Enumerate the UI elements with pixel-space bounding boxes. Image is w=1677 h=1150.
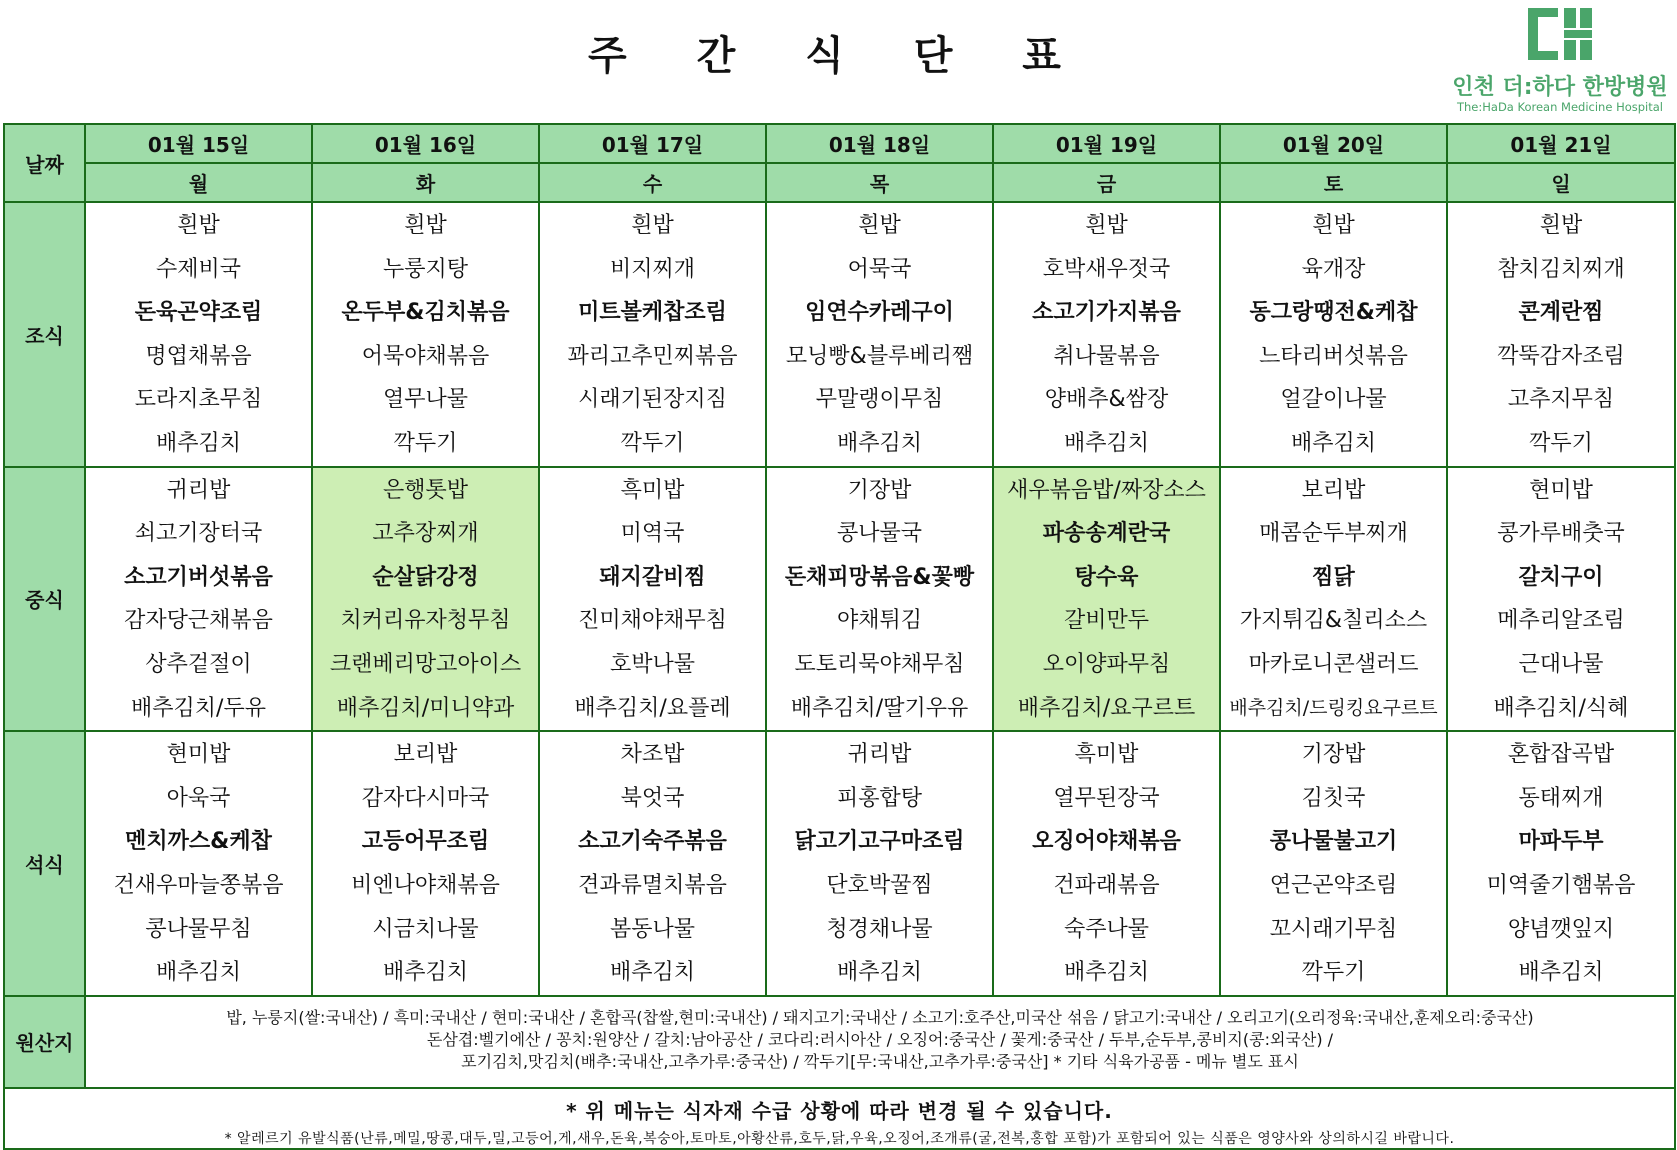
menu-item: 배추김치 <box>1518 960 1604 986</box>
menu-item: 깍두기 <box>1529 430 1593 456</box>
menu-item-main: 갈치구이 <box>1518 564 1604 590</box>
breakfast-cell <box>85 202 312 467</box>
origin-line: 포기김치,맛김치(배추:국내산,고추가루:중국산) / 깍두기[무:국내산,고추가루:중국산] * 기타 식육가공품 - 메뉴 별도 표시 <box>461 1051 1299 1071</box>
menu-item: 배추김치 <box>1290 430 1376 456</box>
dinner-row <box>4 731 1675 996</box>
date-label: 날짜 <box>4 124 85 202</box>
menu-item: 혼합잡곡밥 <box>1507 742 1615 768</box>
menu-item: 치커리유자청무침 <box>340 608 511 634</box>
menu-item-main: 온두부&김치볶음 <box>341 300 510 326</box>
menu-item: 깍두기 <box>393 430 458 456</box>
menu-item: 고추지무침 <box>1507 387 1615 413</box>
menu-item: 명엽채볶음 <box>145 343 252 369</box>
breakfast-cell <box>766 202 993 467</box>
menu-item: 배추김치 <box>1063 960 1149 986</box>
menu-item: 배추김치 <box>836 960 922 986</box>
weekday-cell: 토 <box>1220 163 1447 202</box>
menu-item: 흰밥 <box>177 213 220 238</box>
menu-item: 배추김치 <box>155 960 241 986</box>
weekday-cell: 목 <box>766 163 993 202</box>
menu-item: 배추김치 <box>382 960 468 986</box>
lunch-cell-highlighted <box>993 467 1220 732</box>
menu-item: 배추김치/딸기우유 <box>790 695 969 721</box>
weekday-cell: 금 <box>993 163 1220 202</box>
menu-item: 배추김치 <box>609 960 695 986</box>
menu-item-main: 찜닭 <box>1312 564 1355 590</box>
menu-item: 무말랭이무침 <box>815 387 944 413</box>
menu-item: 흑미밥 <box>1074 742 1139 768</box>
menu-item-main: 오징어야채볶음 <box>1032 829 1181 855</box>
origin-label: 원산지 <box>4 996 85 1088</box>
menu-item: 호박나물 <box>609 651 695 677</box>
menu-item: 열무나물 <box>382 387 468 413</box>
lunch-row <box>4 467 1675 732</box>
menu-item: 배추김치/요플레 <box>574 695 731 721</box>
menu-item-main: 돈채피망볶음&꽃빵 <box>784 564 975 590</box>
hospital-logo-icon <box>1528 8 1592 60</box>
menu-item: 열무된장국 <box>1053 785 1160 811</box>
menu-item: 비지찌개 <box>609 256 695 282</box>
weekday-cell: 일 <box>1447 163 1675 202</box>
breakfast-cell <box>1220 202 1447 467</box>
menu-item-main: 멘치까스&케찹 <box>125 829 272 855</box>
date-cell: 01월 18일 <box>766 124 993 163</box>
menu-item-main: 미트볼케찹조림 <box>578 300 727 326</box>
menu-item: 콩나물무침 <box>145 916 252 942</box>
menu-item: 도토리묵야채무침 <box>794 651 965 677</box>
menu-item: 귀리밥 <box>166 477 231 503</box>
lunch-cell <box>539 467 766 732</box>
lunch-cell <box>85 467 312 732</box>
menu-item: 건파래볶음 <box>1053 872 1160 898</box>
menu-item: 꼬시래기무침 <box>1269 916 1398 942</box>
breakfast-label: 조식 <box>4 202 85 467</box>
menu-item: 마카로니콘샐러드 <box>1248 651 1419 677</box>
date-cell: 01월 20일 <box>1220 124 1447 163</box>
dinner-cell <box>539 731 766 996</box>
weekday-cell: 화 <box>312 163 539 202</box>
menu-item: 근대나물 <box>1518 651 1604 677</box>
page-title: 주 간 식 단 표 <box>588 33 1089 79</box>
menu-item: 콩나물국 <box>836 521 922 547</box>
date-row <box>4 124 1675 163</box>
menu-item: 현미밥 <box>166 742 231 768</box>
allergy-notice: * 알레르기 유발식품(난류,메밀,땅콩,대두,밀,고등어,게,새우,돈육,복숭아,토마토,아황산류,호두,닭,우육,오징어,조개류(굴,전복,홍합 포함)가 포함되어 있는 식품은 영양사와 상의하시길 바랍니다. <box>224 1130 1455 1147</box>
menu-item: 차조밥 <box>620 742 685 768</box>
menu-item: 새우볶음밥/짜장소스 <box>1007 477 1206 503</box>
menu-item: 진미채야채무침 <box>578 608 727 634</box>
hospital-name-en: The:HaDa Korean Medicine Hospital <box>1456 100 1663 114</box>
menu-item: 배추김치/드링킹요구르트 <box>1229 696 1438 719</box>
menu-item: 김칫국 <box>1301 785 1366 811</box>
menu-item-main: 콩나물불고기 <box>1269 829 1398 855</box>
breakfast-cell <box>312 202 539 467</box>
menu-item: 콩가루배춧국 <box>1497 521 1625 547</box>
notice-row <box>4 1088 1675 1149</box>
menu-item-main: 파송송계란국 <box>1042 521 1171 547</box>
menu-item-main: 순살닭강정 <box>372 564 479 590</box>
menu-item: 어묵국 <box>847 256 912 282</box>
menu-item: 참치김치찌개 <box>1497 256 1625 282</box>
menu-item: 메추리알조림 <box>1497 608 1625 634</box>
menu-item: 시래기된장지짐 <box>578 387 727 413</box>
menu-item: 수제비국 <box>155 256 241 282</box>
date-cell: 01월 15일 <box>85 124 312 163</box>
menu-item: 쇠고기장터국 <box>134 521 263 547</box>
menu-item: 느타리버섯볶음 <box>1259 343 1408 369</box>
weekday-row <box>4 163 1675 202</box>
menu-item: 보리밥 <box>393 742 458 768</box>
origin-line: 밥, 누룽지(쌀:국내산) / 흑미:국내산 / 현미:국내산 / 혼합곡(찹쌀,현미:국내산) / 돼지고기:국내산 / 소고기:호주산,미국산 섞음 / 닭고기:국내산 / 오리고기(오리정육:국내산,훈제오리:중국산) <box>226 1007 1534 1027</box>
dinner-cell <box>1220 731 1447 996</box>
menu-item: 흰밥 <box>404 213 447 238</box>
menu-item: 미역국 <box>620 521 685 547</box>
menu-item: 북엇국 <box>620 785 685 811</box>
menu-item-main: 닭고기고구마조림 <box>794 829 965 855</box>
menu-item: 갈비만두 <box>1063 608 1149 634</box>
lunch-cell <box>1220 467 1447 732</box>
menu-item: 호박새우젓국 <box>1042 256 1171 282</box>
breakfast-cell <box>993 202 1220 467</box>
menu-item: 숙주나물 <box>1063 916 1149 942</box>
notice-cell <box>4 1088 1675 1149</box>
menu-item: 견과류멸치볶음 <box>578 872 727 898</box>
menu-item: 고추장찌개 <box>372 521 479 547</box>
menu-item: 보리밥 <box>1301 477 1366 503</box>
menu-item: 은행톳밥 <box>382 477 468 503</box>
menu-item: 배추김치 <box>155 430 241 456</box>
menu-item: 기장밥 <box>1301 742 1366 768</box>
menu-item: 얼갈이나물 <box>1280 387 1387 413</box>
menu-item: 감자다시마국 <box>361 785 490 811</box>
breakfast-cell <box>539 202 766 467</box>
menu-item: 매콤순두부찌개 <box>1259 521 1408 547</box>
menu-item-main: 고등어무조림 <box>361 829 490 855</box>
menu-item: 배추김치/요구르트 <box>1017 695 1196 721</box>
menu-item-main: 마파두부 <box>1518 829 1604 855</box>
breakfast-row <box>4 202 1675 467</box>
menu-item: 연근곤약조림 <box>1269 872 1398 898</box>
menu-item: 배추김치 <box>836 430 922 456</box>
menu-item: 꽈리고추민찌볶음 <box>567 343 738 369</box>
date-cell: 01월 19일 <box>993 124 1220 163</box>
dinner-cell <box>766 731 993 996</box>
menu-item: 현미밥 <box>1529 477 1593 503</box>
menu-item: 배추김치/두유 <box>131 695 266 721</box>
menu-item: 흰밥 <box>1539 213 1583 238</box>
menu-item: 미역줄기햄볶음 <box>1486 872 1636 898</box>
menu-item: 비엔나야채볶음 <box>351 872 500 898</box>
menu-table <box>3 123 1676 1150</box>
menu-item: 야채튀김 <box>836 608 922 634</box>
date-cell: 01월 17일 <box>539 124 766 163</box>
weekday-cell: 월 <box>85 163 312 202</box>
menu-item: 피홍합탕 <box>836 785 922 811</box>
menu-item: 어묵야채볶음 <box>361 343 490 369</box>
dinner-cell <box>312 731 539 996</box>
menu-item: 배추김치/미니약과 <box>336 695 515 721</box>
menu-item: 양념깻잎지 <box>1507 916 1615 942</box>
menu-item: 귀리밥 <box>847 742 912 768</box>
menu-item: 기장밥 <box>847 477 912 503</box>
menu-item: 시금치나물 <box>372 916 479 942</box>
menu-item: 양배추&쌈장 <box>1044 387 1169 413</box>
menu-item-main: 소고기숙주볶음 <box>578 829 727 855</box>
dinner-cell <box>85 731 312 996</box>
menu-item-main: 소고기버섯볶음 <box>124 564 273 590</box>
lunch-label: 중식 <box>4 467 85 732</box>
dinner-label: 석식 <box>4 731 85 996</box>
menu-item-main: 소고기가지볶음 <box>1032 300 1181 326</box>
notice-main: * 위 메뉴는 식자재 수급 상황에 따라 변경 될 수 있습니다. <box>566 1098 1113 1123</box>
lunch-cell <box>766 467 993 732</box>
origin-line: 돈삼겹:벨기에산 / 꽁치:원양산 / 갈치:남아공산 / 코다리:러시아산 / 오징어:중국산 / 꽃게:중국산 / 두부,순두부,콩비지(콩:외국산) / <box>426 1029 1334 1049</box>
menu-item-main: 돼지갈비찜 <box>599 564 706 590</box>
hospital-logo <box>1448 6 1673 118</box>
menu-item: 누룽지탕 <box>382 256 468 282</box>
menu-item: 청경채나물 <box>826 916 933 942</box>
origin-text <box>86 997 1674 1073</box>
breakfast-cell <box>1447 202 1675 467</box>
date-cell: 01월 21일 <box>1447 124 1675 163</box>
lunch-cell <box>1447 467 1675 732</box>
menu-item-main: 탕수육 <box>1074 564 1139 590</box>
hospital-name-ko: 인천 더:하다 한방병원 <box>1452 75 1668 100</box>
menu-item: 아욱국 <box>166 785 231 811</box>
weekday-cell: 수 <box>539 163 766 202</box>
menu-item: 동태찌개 <box>1518 785 1604 811</box>
dinner-cell <box>1447 731 1675 996</box>
menu-item: 흰밥 <box>1312 213 1355 238</box>
menu-item: 감자당근채볶음 <box>124 608 273 634</box>
menu-item: 도라지초무침 <box>134 387 263 413</box>
menu-item: 단호박꿀찜 <box>826 872 933 898</box>
menu-item: 흰밥 <box>858 213 901 238</box>
origin-cell <box>85 996 1675 1088</box>
date-cell: 01월 16일 <box>312 124 539 163</box>
menu-item-main: 임연수카레구이 <box>805 300 954 326</box>
menu-item: 크랜베리망고아이스 <box>329 651 522 677</box>
lunch-cell-highlighted <box>312 467 539 732</box>
menu-item: 오이양파무침 <box>1042 651 1171 677</box>
menu-item: 배추김치 <box>1063 430 1149 456</box>
origin-row <box>4 996 1675 1088</box>
menu-item: 깍두기 <box>620 430 685 456</box>
menu-item: 육개장 <box>1301 256 1366 282</box>
menu-item-main: 동그랑땡전&케찹 <box>1249 300 1418 326</box>
dinner-cell <box>993 731 1220 996</box>
menu-item: 건새우마늘쫑볶음 <box>113 872 284 898</box>
menu-item: 가지튀김&칠리소스 <box>1239 608 1428 634</box>
menu-item: 흰밥 <box>1085 213 1128 238</box>
menu-item-main: 콘계란찜 <box>1518 300 1604 326</box>
menu-item: 봄동나물 <box>609 916 695 942</box>
menu-item: 깍두기 <box>1301 960 1366 986</box>
menu-item: 흰밥 <box>631 213 674 238</box>
menu-item: 모닝빵&블루베리쨈 <box>785 343 974 369</box>
menu-item: 취나물볶음 <box>1053 343 1160 369</box>
menu-item: 흑미밥 <box>620 477 685 503</box>
menu-item: 배추김치/식혜 <box>1493 695 1629 721</box>
menu-item: 깍뚝감자조림 <box>1497 343 1625 369</box>
menu-item: 상추겉절이 <box>145 651 252 677</box>
menu-item-main: 돈육곤약조림 <box>134 300 263 326</box>
